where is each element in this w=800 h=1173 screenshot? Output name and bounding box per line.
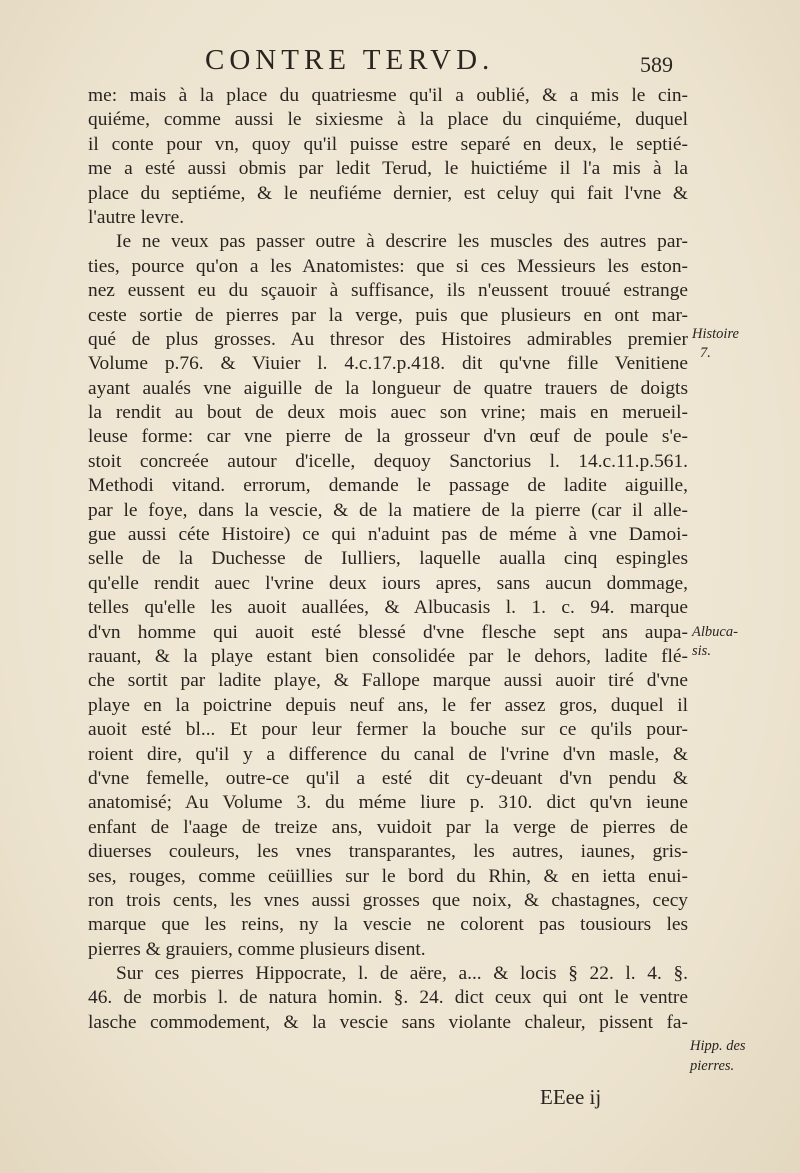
margin-note: Histoire: [692, 326, 739, 342]
text-line: lasche commodement, & la vescie sans violante chaleur, pissent fa-: [88, 1011, 688, 1033]
text-line: ceste sortie de pierres par la verge, puis que plusieurs en ont mar-: [88, 304, 688, 326]
text-line: ties, pource qu'on a les Anatomistes: que si ces Messieurs les eston-: [88, 255, 688, 277]
margin-note: Albuca-: [692, 624, 738, 640]
text-line: d'vn homme qui auoit esté blessé d'vne flesche sept ans aupa-: [88, 621, 688, 643]
margin-note: 7.: [700, 345, 711, 361]
text-line: Volume p.76. & Viuier l. 4.c.17.p.418. dit qu'vne fille Venitiene: [88, 353, 688, 375]
text-line: playe en la poictrine depuis neuf ans, le fer assez gros, duquel il: [88, 694, 688, 716]
text-line: me: mais à la place du quatriesme qu'il a oublié, & a mis le cin-: [88, 85, 688, 106]
page-number: 589: [640, 52, 673, 77]
margin-note: sis.: [692, 643, 711, 659]
text-line: me a esté aussi obmis par ledit Terud, le huictiéme il l'a mis à la: [88, 158, 688, 180]
text-line: d'vne femelle, outre-ce qu'il a esté dit cy-deuant d'vn pendu &: [88, 767, 688, 789]
text-line: par le foye, dans la vescie, & de la matiere de la pierre (car il alle-: [88, 499, 688, 521]
text-line: 46. de morbis l. de natura homin. §. 24. dict ceux qui ont le ventre: [88, 987, 688, 1009]
text-line: ses, rouges, comme ceüillies sur le bord du Rhin, & en ietta enui-: [88, 865, 688, 887]
margin-note: Hipp. des: [690, 1038, 746, 1054]
signature-mark: EEee ij: [540, 1085, 602, 1109]
text-line: marque que les reins, ny la vescie ne colorent pas tousiours les: [88, 914, 688, 936]
text-line: roient dire, qu'il y a difference du canal de l'vrine d'vn masle, &: [88, 743, 688, 765]
text-line: l'autre levre.: [88, 206, 185, 228]
text-line: qu'elle rendit auec l'vrine deux iours apres, sans aucun dommage,: [88, 572, 688, 594]
text-line: ayant aualés vne aiguille de la longueur de quatre trauers de doigts: [88, 377, 688, 399]
text-line: anatomisé; Au Volume 3. du méme liure p. 310. dict qu'vn ieune: [88, 792, 688, 814]
page-header: [0, 44, 800, 84]
text-line: rauant, & la playe estant bien consolidée par le dehors, ladite flé-: [88, 645, 688, 667]
text-line: nez eussent eu du sçauoir à suffisance, ils n'eussent trouué estrange: [88, 280, 688, 302]
text-line: quiéme, comme aussi le sixiesme à la place du cinquiéme, duquel: [88, 109, 688, 131]
text-line: leuse forme: car vne pierre de la grosseur d'vn œuf de poule s'e-: [88, 426, 688, 448]
text-line: che sortit par ladite playe, & Fallope marque aussi auoir tiré d'vne: [88, 670, 688, 692]
text-line: selle de la Duchesse de Iulliers, laquelle aualla cinq espingles: [88, 548, 688, 570]
text-line: pierres & grauiers, comme plusieurs disent.: [88, 938, 426, 960]
margin-note: pierres.: [690, 1058, 735, 1074]
body-text: [88, 84, 688, 1035]
text-line: Methodi vitand. errorum, demande le passage de ladite aiguille,: [88, 475, 688, 497]
text-line: telles qu'elle les auoit auallées, & Albucasis l. 1. c. 94. marque: [88, 597, 688, 619]
text-line: stoit concreée autour d'icelle, dequoy Sanctorius l. 14.c.11.p.561.: [88, 450, 688, 472]
text-line: la rendit au bout de deux mois auec son vrine; mais en merueil-: [88, 402, 688, 424]
text-line: il conte pour vn, quoy qu'il puisse estre separé en deux, le septié-: [88, 133, 688, 155]
text-line: Ie ne veux pas passer outre à descrire les muscles des autres par-: [116, 231, 688, 253]
text-line: qué de plus grosses. Au thresor des Histoires admirables premier: [88, 328, 688, 350]
text-line: auoit esté bl... Et pour leur fermer la bouche sur ce qu'ils pour-: [88, 719, 688, 741]
text-line: place du septiéme, & le neufiéme dernier, est celuy qui fait l'vne &: [88, 182, 688, 204]
text-line: Sur ces pierres Hippocrate, l. de aëre, a... & locis § 22. l. 4. §.: [116, 963, 688, 985]
text-line: gue aussi céte Histoire) ce qui n'aduint pas de méme à vne Damoi-: [88, 524, 688, 546]
text-line: ron trois cents, les vnes aussi grosses que noix, & chastagnes, cecy: [88, 889, 688, 911]
text-line: enfant de l'aage de treize ans, vuidoit par la verge de pierres de: [88, 816, 688, 838]
text-line: diuerses couleurs, les vnes transparantes, les autres, iaunes, gris-: [88, 841, 688, 863]
running-head: CONTRE TERVD.: [205, 44, 495, 76]
